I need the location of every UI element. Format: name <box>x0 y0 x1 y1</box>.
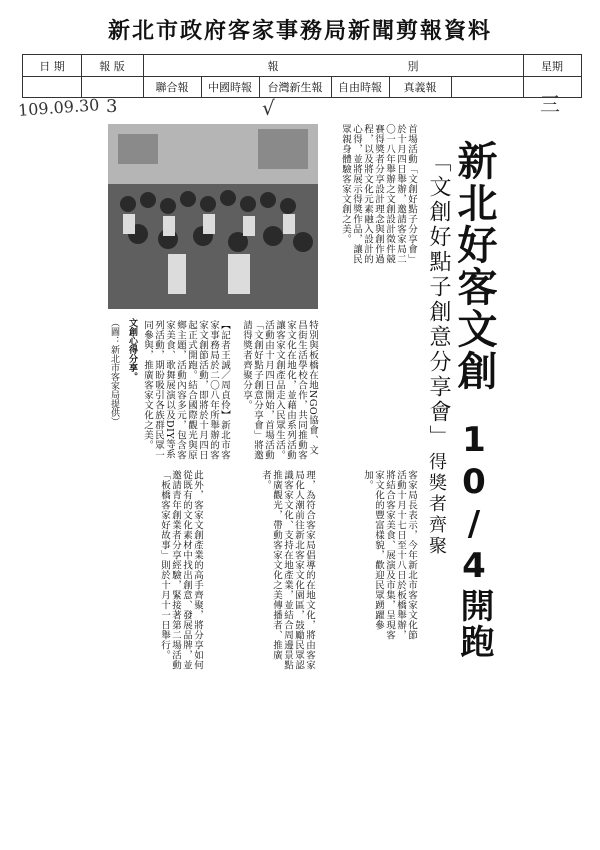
group-photo-illustration <box>108 124 318 309</box>
event-photo <box>108 124 318 309</box>
edition-label: 報 版 <box>99 59 125 73</box>
clipping-header-table <box>22 54 582 98</box>
type-label: 別 <box>407 59 419 73</box>
weekday-label: 星期 <box>541 59 563 73</box>
header-col-divider <box>451 76 452 97</box>
handwritten-date: 109.09.30 <box>17 95 101 120</box>
handwritten-weekday: 三 <box>540 92 560 116</box>
subheadline-2: 得獎者齊聚 <box>426 452 447 557</box>
paper-name: 中國時報 <box>208 80 252 94</box>
photo-credit: （圖：新北市客家局提供） <box>109 318 119 426</box>
article-body-column: 此外，客家文創產業的高手齊聚，將分享如何從既有的文化素材中找出創意、發展品牌，並邀請青年創業者分享經驗，緊接著第二場活動「板橋客家好故事」則於十月十一日舉行。 <box>159 470 203 670</box>
handwritten-check: √ <box>262 96 275 120</box>
subheadline: 「文創好點子創意分享會」 <box>426 150 451 450</box>
article-body-column: 特別與板橋在地NGO協會、文昌街生活學校合作，共同推動客家文化在地化，並藉由系列活動讓客家文創產品走入民眾生活。活動由十月四日開始，首場活動「文創好點子創意分享會」將邀請得獎者齊聚分享。 <box>241 320 318 460</box>
photo-caption: 文創心得分享。 <box>127 318 137 381</box>
article-body-column: 首場活動「文創好點子分享會」於十月四日舉辦，邀請客家局二〇一八年舉辦之文創設計徵件競賽得獎者分享設計理念與創作過程，以及將文化元素融入設計的心得，並將展示得獎作品，讓民眾親身體驗客家文創之美。 <box>340 124 417 264</box>
paper-label: 報 <box>267 59 279 73</box>
document-title: 新北市政府客家事務局新聞剪報資料 <box>107 18 492 44</box>
article-body-column: 理，為符合客家局倡導的在地文化，將由客家局化人潮前往新北客家文化園區，鼓勵民眾認識客家文化、支持在地產業，並結合周邊景點推廣觀光，帶動客家文化之美傳播者、推廣者。 <box>260 470 315 670</box>
paper-name: 聯合報 <box>155 80 189 94</box>
headline: 新北好客文創 <box>451 140 497 392</box>
paper-name: 真義報 <box>403 80 437 94</box>
paper-name: 自由時報 <box>338 80 382 94</box>
article-body-column: 客家局長表示，今年新北市客家文化節活動十月十七日至十八日於板橋舉辦，將結合客家美食、展演及市集，呈現客家文化的豐富樣貌，歡迎民眾踴躍參加。 <box>362 470 417 640</box>
article-body-column: 【記者王誠／周貞伶】新北市客家事務局於二〇八年所舉辦的客家文創節活動，即將於十月四日起正式開跑。結合國際觀光與原鄉主題，活動內容多元，包含客家美食、歌舞展演以及DIY等系列活動，期盼吸引各族群民眾一同參與，推廣客家文化之美。 <box>142 320 230 460</box>
date-label: 日 期 <box>39 59 65 73</box>
headline-date: 10/4開跑 <box>454 420 494 660</box>
handwritten-edition: 3 <box>106 96 118 117</box>
paper-name: 台灣新生報 <box>267 80 323 94</box>
